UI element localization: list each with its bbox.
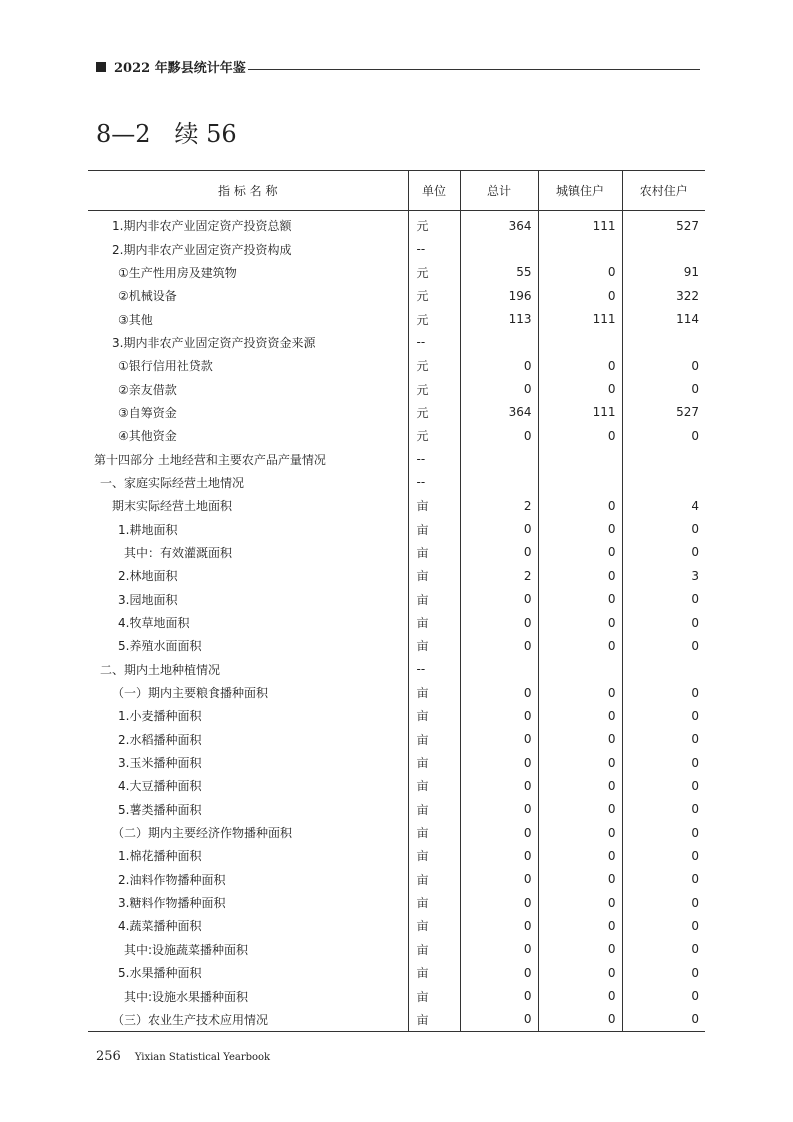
row-rural: 0 <box>622 424 705 447</box>
row-total <box>460 447 538 470</box>
table-row <box>88 237 705 260</box>
row-urban: 0 <box>538 774 622 797</box>
table-row <box>88 984 705 1007</box>
row-urban: 0 <box>538 984 622 1007</box>
row-total: 0 <box>523 685 532 700</box>
table-row <box>88 517 705 540</box>
row-rural: 0 <box>622 611 705 634</box>
row-name: 1.棉花播种面积 <box>118 849 202 864</box>
row-unit: 亩 <box>408 751 460 774</box>
row-urban: 111 <box>538 211 622 238</box>
row-urban <box>538 471 622 494</box>
table-row <box>88 354 705 377</box>
row-name: 其中:设施水果播种面积 <box>124 989 249 1004</box>
table-row <box>88 681 705 704</box>
row-name: 期末实际经营土地面积 <box>112 499 233 514</box>
row-unit: 元 <box>408 401 460 424</box>
row-name: 3.园地面积 <box>118 592 178 607</box>
section-title: 8—2 续 56 <box>96 120 237 148</box>
table-row <box>88 961 705 984</box>
row-rural: 0 <box>622 377 705 400</box>
row-unit: 元 <box>408 211 460 238</box>
row-rural: 322 <box>622 284 705 307</box>
row-rural <box>622 331 705 354</box>
row-urban: 0 <box>538 588 622 611</box>
row-urban: 0 <box>538 868 622 891</box>
row-name: 2.林地面积 <box>118 569 178 584</box>
row-total: 0 <box>523 989 532 1004</box>
row-total: 0 <box>523 615 532 630</box>
row-total: 0 <box>460 1008 538 1032</box>
row-unit: 元 <box>408 377 460 400</box>
row-rural: 0 <box>622 891 705 914</box>
row-total: 0 <box>523 942 532 957</box>
row-name: ④其他资金 <box>118 429 177 444</box>
row-total: 0 <box>523 358 532 373</box>
row-urban <box>538 658 622 681</box>
row-rural: 0 <box>622 541 705 564</box>
header-rule <box>248 69 700 70</box>
row-rural: 0 <box>622 681 705 704</box>
table-row <box>88 494 705 517</box>
row-total: 0 <box>523 895 532 910</box>
row-total: 0 <box>523 545 532 560</box>
row-urban: 0 <box>538 961 622 984</box>
row-rural: 0 <box>622 868 705 891</box>
row-urban: 0 <box>538 284 622 307</box>
row-urban: 111 <box>538 307 622 330</box>
row-rural: 0 <box>622 517 705 540</box>
row-total: 0 <box>523 428 532 443</box>
row-unit: 亩 <box>408 821 460 844</box>
row-rural: 0 <box>622 844 705 867</box>
row-urban: 0 <box>538 377 622 400</box>
table-header-row <box>88 171 705 211</box>
row-urban: 0 <box>538 844 622 867</box>
row-rural <box>622 447 705 470</box>
row-name: 5.水果播种面积 <box>118 966 202 981</box>
table-body <box>88 211 705 1032</box>
row-unit: -- <box>408 331 460 354</box>
row-name: ①生产性用房及建筑物 <box>118 265 237 280</box>
page-number: 256 <box>96 1049 121 1064</box>
table-row <box>88 471 705 494</box>
row-urban: 0 <box>538 751 622 774</box>
row-rural: 3 <box>622 564 705 587</box>
row-unit: 亩 <box>408 517 460 540</box>
row-total: 0 <box>523 755 532 770</box>
row-urban: 0 <box>538 611 622 634</box>
row-urban: 0 <box>538 494 622 517</box>
table-row <box>88 211 705 238</box>
row-unit: 亩 <box>408 938 460 961</box>
row-name: 4.大豆播种面积 <box>118 779 202 794</box>
row-unit: 亩 <box>408 868 460 891</box>
row-unit: 亩 <box>408 728 460 751</box>
row-total <box>460 331 538 354</box>
row-unit: 亩 <box>408 961 460 984</box>
row-name: （二）期内主要经济作物播种面积 <box>112 826 293 841</box>
row-total: 0 <box>523 918 532 933</box>
row-rural: 0 <box>622 821 705 844</box>
row-name: 5.薯类播种面积 <box>118 802 202 817</box>
row-unit: -- <box>408 658 460 681</box>
table-row <box>88 891 705 914</box>
row-total: 364 <box>508 218 532 233</box>
table-row <box>88 798 705 821</box>
row-urban: 0 <box>538 728 622 751</box>
row-urban: 0 <box>538 704 622 727</box>
table-row <box>88 401 705 424</box>
row-urban: 0 <box>538 938 622 961</box>
row-name: 5.养殖水面面积 <box>118 639 202 654</box>
row-total: 55 <box>516 265 532 280</box>
row-name: 4.牧草地面积 <box>118 616 190 631</box>
row-name: ③自筹资金 <box>118 405 177 420</box>
row-unit: 亩 <box>408 891 460 914</box>
statistics-table <box>88 170 705 1032</box>
row-total <box>460 237 538 260</box>
row-unit: 元 <box>408 284 460 307</box>
row-rural: 91 <box>622 261 705 284</box>
row-unit: 元 <box>408 424 460 447</box>
column-header-unit: 单位 <box>408 171 460 211</box>
row-urban: 0 <box>538 424 622 447</box>
table-row <box>88 821 705 844</box>
row-rural: 0 <box>622 774 705 797</box>
column-header-total: 总计 <box>460 171 538 211</box>
row-total <box>460 471 538 494</box>
row-name: （三）农业生产技术应用情况 <box>88 1008 408 1032</box>
table-row <box>88 868 705 891</box>
row-urban <box>538 447 622 470</box>
column-header-rural: 农村住户 <box>622 171 705 211</box>
row-name: 其中:设施蔬菜播种面积 <box>124 942 249 957</box>
row-unit: 元 <box>408 261 460 284</box>
row-unit: 亩 <box>408 564 460 587</box>
row-total: 0 <box>523 848 532 863</box>
table-row <box>88 564 705 587</box>
row-urban: 0 <box>538 821 622 844</box>
row-urban: 0 <box>538 354 622 377</box>
row-total: 0 <box>523 872 532 887</box>
row-name: ①银行信用社贷款 <box>118 359 213 374</box>
table-row <box>88 611 705 634</box>
row-name: 3.糖料作物播种面积 <box>118 896 226 911</box>
row-total: 0 <box>523 382 532 397</box>
row-unit: 亩 <box>408 704 460 727</box>
table-row <box>88 751 705 774</box>
row-total: 0 <box>523 965 532 980</box>
row-total <box>460 658 538 681</box>
row-name: 2.期内非农产业固定资产投资构成 <box>112 242 292 257</box>
row-total: 2 <box>523 498 532 513</box>
row-name: 3.玉米播种面积 <box>118 756 202 771</box>
row-total: 0 <box>523 732 532 747</box>
row-name: （一）期内主要粮食播种面积 <box>112 686 269 701</box>
row-urban: 0 <box>538 891 622 914</box>
row-urban: 0 <box>538 541 622 564</box>
table-row <box>88 1008 705 1032</box>
row-rural: 0 <box>622 751 705 774</box>
row-rural: 0 <box>622 961 705 984</box>
table-row <box>88 658 705 681</box>
row-rural: 0 <box>622 728 705 751</box>
table-row <box>88 284 705 307</box>
row-unit: 亩 <box>408 611 460 634</box>
row-unit: -- <box>408 447 460 470</box>
row-name: ③其他 <box>118 312 153 327</box>
table-row <box>88 261 705 284</box>
row-urban: 0 <box>538 517 622 540</box>
row-name: ②机械设备 <box>118 289 177 304</box>
row-urban <box>538 237 622 260</box>
table-row <box>88 914 705 937</box>
row-rural: 0 <box>622 704 705 727</box>
row-unit: 元 <box>408 307 460 330</box>
row-rural: 0 <box>622 984 705 1007</box>
table-row <box>88 634 705 657</box>
row-rural <box>622 658 705 681</box>
row-urban: 0 <box>538 564 622 587</box>
row-rural: 0 <box>622 354 705 377</box>
row-rural: 114 <box>622 307 705 330</box>
row-urban: 0 <box>538 681 622 704</box>
row-unit: 亩 <box>408 541 460 564</box>
row-urban: 0 <box>538 1008 622 1032</box>
row-urban: 0 <box>538 261 622 284</box>
row-name: ②亲友借款 <box>118 382 177 397</box>
row-name: 3.期内非农产业固定资产投资资金来源 <box>112 335 316 350</box>
row-total: 0 <box>523 592 532 607</box>
row-unit: 亩 <box>408 681 460 704</box>
row-urban: 0 <box>538 634 622 657</box>
running-header-text: 2022 年黟县统计年鉴 <box>114 61 246 76</box>
column-header-urban: 城镇住户 <box>538 171 622 211</box>
row-name: 二、期内土地种植情况 <box>100 662 221 677</box>
row-rural: 0 <box>622 588 705 611</box>
row-rural: 527 <box>622 401 705 424</box>
table-row <box>88 307 705 330</box>
row-name: 1.小麦播种面积 <box>118 709 202 724</box>
row-rural: 0 <box>622 798 705 821</box>
row-unit: -- <box>408 471 460 494</box>
row-total: 113 <box>508 312 532 327</box>
row-name: 第十四部分 土地经营和主要农产品产量情况 <box>94 452 326 467</box>
row-total: 0 <box>523 802 532 817</box>
table-row <box>88 331 705 354</box>
row-total: 364 <box>508 405 532 420</box>
row-urban: 111 <box>538 401 622 424</box>
row-total: 0 <box>523 778 532 793</box>
row-urban: 0 <box>538 914 622 937</box>
row-rural: 0 <box>622 634 705 657</box>
row-rural: 0 <box>622 938 705 961</box>
row-name: 其中：有效灌溉面积 <box>124 545 233 560</box>
row-rural: 0 <box>622 914 705 937</box>
row-total: 0 <box>523 638 532 653</box>
row-rural <box>622 237 705 260</box>
row-unit: 亩 <box>408 1008 460 1032</box>
row-total: 2 <box>523 568 532 583</box>
column-header-indicator: 指 标 名 称 <box>88 171 408 211</box>
table-row <box>88 704 705 727</box>
row-unit: 亩 <box>408 494 460 517</box>
table-row <box>88 938 705 961</box>
table-row <box>88 774 705 797</box>
row-total: 0 <box>523 522 532 537</box>
row-name: 2.水稻播种面积 <box>118 732 202 747</box>
row-total: 0 <box>523 825 532 840</box>
row-unit: 亩 <box>408 798 460 821</box>
row-unit: 亩 <box>408 588 460 611</box>
row-unit: 元 <box>408 354 460 377</box>
row-rural <box>622 471 705 494</box>
row-name: 一、家庭实际经营土地情况 <box>100 475 245 490</box>
square-bullet-icon <box>96 62 106 72</box>
row-name: 1.期内非农产业固定资产投资总额 <box>112 219 292 234</box>
running-header <box>96 57 246 76</box>
row-name: 1.耕地面积 <box>118 522 178 537</box>
row-unit: 亩 <box>408 634 460 657</box>
row-rural: 4 <box>622 494 705 517</box>
table-row <box>88 377 705 400</box>
publication-name: Yixian Statistical Yearbook <box>134 1052 271 1063</box>
table-row <box>88 447 705 470</box>
table-row <box>88 541 705 564</box>
table-row <box>88 588 705 611</box>
row-urban: 0 <box>538 798 622 821</box>
table-row <box>88 728 705 751</box>
table-row <box>88 424 705 447</box>
row-rural: 0 <box>622 1008 705 1032</box>
row-unit: -- <box>408 237 460 260</box>
row-unit: 亩 <box>408 914 460 937</box>
row-unit: 亩 <box>408 774 460 797</box>
row-name: 4.蔬菜播种面积 <box>118 919 202 934</box>
page-footer <box>96 1049 270 1064</box>
row-total: 196 <box>508 288 532 303</box>
row-unit: 亩 <box>408 984 460 1007</box>
row-urban <box>538 331 622 354</box>
row-total: 0 <box>523 708 532 723</box>
row-unit: 亩 <box>408 844 460 867</box>
row-rural: 527 <box>622 211 705 238</box>
table-row <box>88 844 705 867</box>
row-name: 2.油料作物播种面积 <box>118 872 226 887</box>
